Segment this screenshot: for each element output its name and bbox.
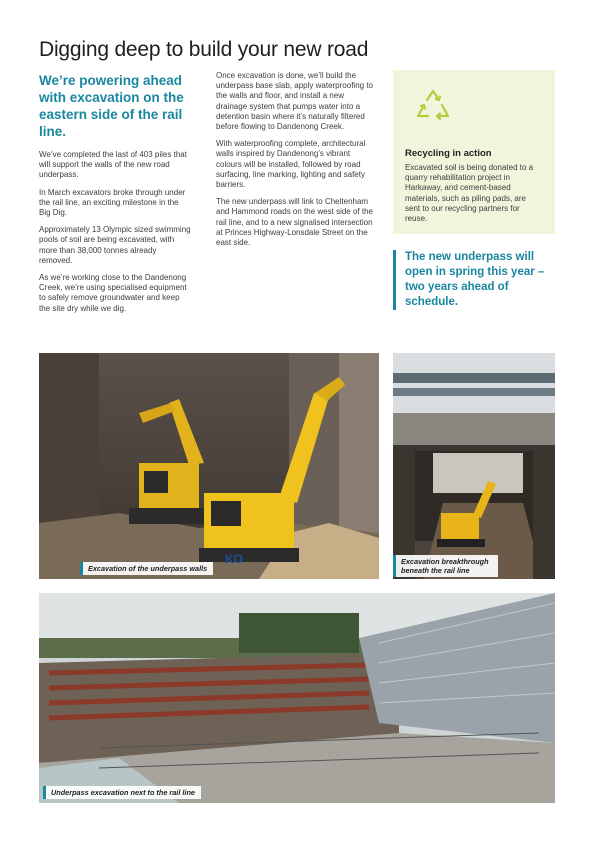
photo-caption: Underpass excavation next to the rail line (43, 786, 201, 799)
paragraph: With waterproofing complete, architectural walls inspired by Dandenong’s vibrant colours will be installed, followed by road surfacing, line marking, lighting and safety barriers. (216, 139, 366, 190)
page-title: Digging deep to build your new road (39, 38, 369, 61)
svg-text:KO: KO (225, 552, 243, 566)
lead-heading: We’re powering ahead with excavation on the eastern side of the rail line. (39, 73, 184, 139)
paragraph: We’ve completed the last of 403 piles that will support the walls of the new road underpass. (39, 150, 187, 180)
paragraph: The new underpass will link to Cheltenham and Hammond roads on the west side of the rail line, and to a new signalised intersection at Princes Highway-Lonsdale Street on the east side. (216, 197, 373, 248)
photo-caption: Excavation breakthrough beneath the rail line (393, 555, 498, 577)
recycle-icon (413, 88, 453, 128)
paragraph: Approximately 13 Olympic sized swimming pools of soil are being excavated, with more than 38,000 tonnes already removed. (39, 225, 191, 265)
photo-breakthrough (393, 353, 555, 579)
photo-excavation-walls (39, 353, 379, 579)
photo-site-overview (39, 593, 555, 803)
paragraph: As we’re working close to the Dandenong Creek, we’re using specialised equipment to safely remove groundwater and keep the site dry while we dig. (39, 273, 187, 313)
recycling-panel (393, 70, 555, 234)
body-column-1 (39, 150, 191, 321)
paragraph: Once excavation is done, we’ll build the underpass base slab, apply waterproofing to the walls and floor, and install a new drainage system that pumps water into a detention basin where it’s naturally filtered before flowing to Dandenong Creek. (216, 71, 373, 132)
recycling-text: Excavated soil is being donated to a quarry rehabilitation project in Harkaway, and cement-based materials, such as piling pads, are sent to our recycling partners for reuse. (405, 163, 534, 224)
body-column-2 (216, 71, 376, 255)
photo-caption: Excavation of the underpass walls (80, 562, 213, 575)
callout-quote: The new underpass will open in spring this year – two years ahead of schedule. (393, 250, 555, 310)
paragraph: In March excavators broke through under the rail line, an exciting milestone in the Big Dig. (39, 187, 186, 218)
recycling-title: Recycling in action (405, 148, 492, 159)
